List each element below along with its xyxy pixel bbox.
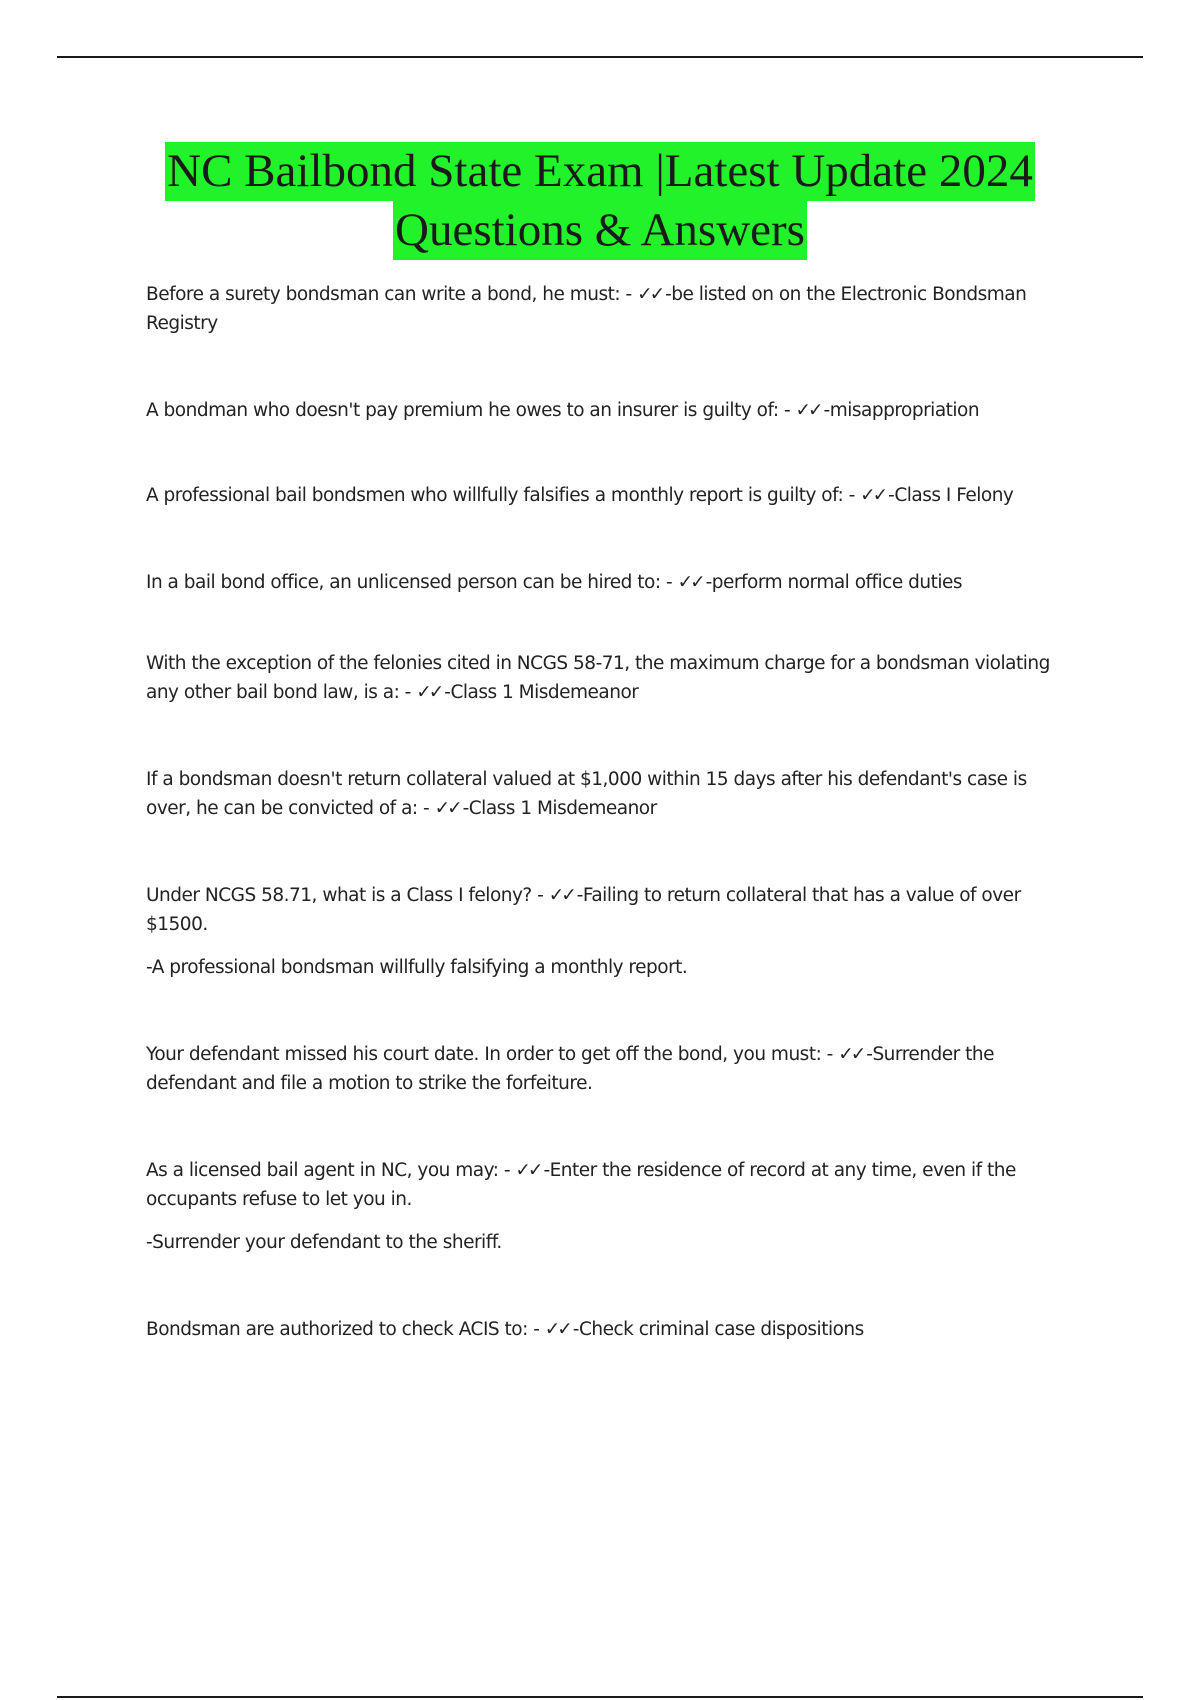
double-check-icon: ✓✓: [795, 400, 821, 421]
footer-rule: [57, 1696, 1143, 1698]
qa-item: [146, 1315, 1076, 1344]
qa-item: [146, 396, 1076, 425]
qa-text: [146, 568, 1076, 597]
qa-item: [146, 1040, 1076, 1098]
question-text: In a bail bond office, an unlicensed person can be hired to: -: [146, 572, 678, 593]
header-rule: [57, 56, 1143, 58]
qa-item: [146, 280, 1076, 338]
double-check-icon: ✓✓: [838, 1044, 864, 1065]
qa-text: [146, 649, 1076, 707]
answer-text: -Failing to return collateral that has a value of over $1500.: [146, 885, 1021, 935]
question-text: Before a surety bondsman can write a bond, he must: -: [146, 284, 638, 305]
answer-text: -Check criminal case dispositions: [572, 1319, 864, 1340]
double-check-icon: ✓✓: [548, 885, 574, 906]
qa-list: [146, 280, 1076, 1344]
question-text: Your defendant missed his court date. In order to get off the bond, you must: -: [146, 1044, 839, 1065]
question-text: As a licensed bail agent in NC, you may: -: [146, 1160, 516, 1181]
qa-item: [146, 481, 1076, 510]
answer-text: -Enter the residence of record at any time, even if the occupants refuse to let you in.: [146, 1160, 1016, 1210]
qa-text: [146, 1315, 1076, 1344]
title-line-2: Questions & Answers: [393, 201, 807, 260]
answer-extra-text: -A professional bondsman willfully falsifying a monthly report.: [146, 957, 688, 978]
question-text: A professional bail bondsmen who willfully falsifies a monthly report is guilty of: -: [146, 485, 861, 506]
answer-text: -perform normal office duties: [705, 572, 963, 593]
qa-text: [146, 396, 1076, 425]
answer-extra-text: -Surrender your defendant to the sheriff.: [146, 1232, 502, 1253]
qa-text: [146, 881, 1076, 939]
qa-item: [146, 649, 1076, 707]
answer-text: -Class I Felony: [888, 485, 1014, 506]
answer-text: -Class 1 Misdemeanor: [462, 798, 657, 819]
qa-text: [146, 280, 1076, 338]
qa-item: [146, 881, 1076, 982]
answer-text: -misappropriation: [823, 400, 980, 421]
question-text: Bondsman are authorized to check ACIS to: -: [146, 1319, 545, 1340]
double-check-icon: ✓✓: [677, 572, 703, 593]
double-check-icon: ✓✓: [637, 284, 663, 305]
double-check-icon: ✓✓: [515, 1160, 541, 1181]
double-check-icon: ✓✓: [416, 682, 442, 703]
qa-item: [146, 765, 1076, 823]
qa-text: [146, 765, 1076, 823]
question-text: If a bondsman doesn't return collateral valued at $1,000 within 15 days after his defendant's case is over, he can be convicted of a: -: [146, 769, 1027, 819]
question-text: A bondman who doesn't pay premium he owes to an insurer is guilty of: -: [146, 400, 796, 421]
qa-item: [146, 1156, 1076, 1257]
qa-text: [146, 1040, 1076, 1098]
answer-text: -Class 1 Misdemeanor: [444, 682, 639, 703]
qa-text: [146, 481, 1076, 510]
question-text: With the exception of the felonies cited in NCGS 58-71, the maximum charge for a bondsman violating any other bail bond law, is a: -: [146, 653, 1050, 703]
answer-text: -be listed on on the Electronic Bondsman Registry: [146, 284, 1027, 334]
question-text: Under NCGS 58.71, what is a Class I felony? -: [146, 885, 549, 906]
double-check-icon: ✓✓: [544, 1319, 570, 1340]
answer-text: -Surrender the defendant and file a motion to strike the forfeiture.: [146, 1044, 994, 1094]
double-check-icon: ✓✓: [860, 485, 886, 506]
document-title: [57, 142, 1143, 260]
double-check-icon: ✓✓: [434, 798, 460, 819]
title-line-1: NC Bailbond State Exam |Latest Update 2024: [165, 142, 1035, 201]
qa-item: [146, 568, 1076, 597]
qa-text: [146, 1156, 1076, 1214]
